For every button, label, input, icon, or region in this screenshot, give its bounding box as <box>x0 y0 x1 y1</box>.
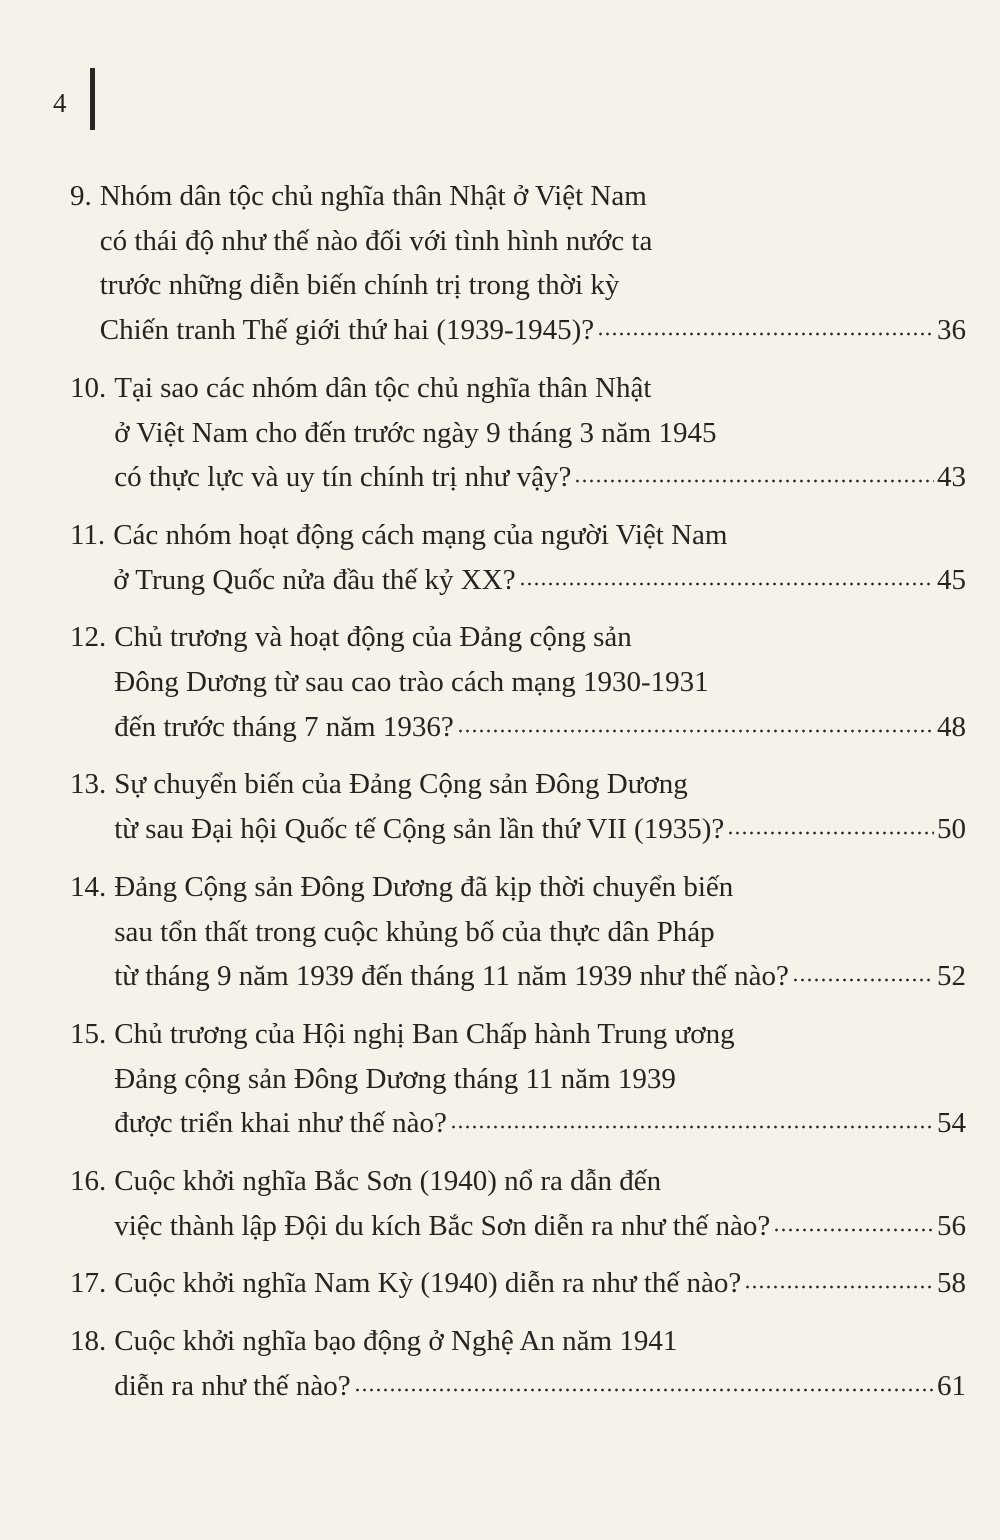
entry-body <box>114 762 966 851</box>
entry-last-line <box>114 1261 966 1306</box>
dot-leader <box>519 582 934 586</box>
entry-title-line: Cuộc khởi nghĩa Bắc Sơn (1940) nổ ra dẫn đến <box>114 1165 662 1198</box>
toc-entry <box>70 615 966 749</box>
page-number: 4 <box>53 88 67 118</box>
entry-page-number: 56 <box>937 1209 966 1242</box>
dot-leader <box>792 978 934 982</box>
dot-leader <box>574 479 934 483</box>
entry-page-number: 58 <box>937 1267 966 1300</box>
toc-entry <box>70 366 966 500</box>
entry-last-line <box>113 558 966 603</box>
entry-title-line: Cuộc khởi nghĩa bạo động ở Nghệ An năm 1941 <box>114 1325 678 1358</box>
entry-body <box>114 615 966 749</box>
toc-entry <box>70 762 966 851</box>
entry-title-line: từ tháng 9 năm 1939 đến tháng 11 năm 1939 như thế nào? <box>114 960 789 993</box>
entry-last-line <box>114 1364 966 1409</box>
entry-last-line <box>114 1101 966 1146</box>
toc-entry <box>70 1159 966 1248</box>
entry-body <box>114 1012 966 1146</box>
entry-body <box>114 1159 966 1248</box>
entry-title-line: từ sau Đại hội Quốc tế Cộng sản lần thứ VII (1935)? <box>114 813 725 846</box>
toc-entry <box>70 865 966 999</box>
entry-title-line: Tại sao các nhóm dân tộc chủ nghĩa thân Nhật <box>114 371 652 404</box>
entry-number: 13. <box>70 768 107 801</box>
entry-body <box>113 513 966 602</box>
entry-last-line <box>114 455 966 500</box>
entry-body <box>114 865 966 999</box>
entry-page-number: 43 <box>937 461 966 494</box>
dot-leader <box>597 332 934 336</box>
dot-leader <box>773 1228 934 1232</box>
entry-page-number: 54 <box>937 1107 966 1140</box>
toc-entry <box>70 513 966 602</box>
entry-page-number: 48 <box>937 710 966 743</box>
dot-leader <box>457 729 934 733</box>
entry-body <box>100 174 966 353</box>
entry-title-line: sau tổn thất trong cuộc khủng bố của thực dân Pháp <box>114 915 715 948</box>
toc-entry <box>70 174 966 353</box>
entry-title-line: Đảng Cộng sản Đông Dương đã kịp thời chuyển biến <box>114 870 734 903</box>
entry-number: 18. <box>70 1325 107 1358</box>
table-of-contents <box>70 174 966 1422</box>
entry-title-line: Đông Dương từ sau cao trào cách mạng 1930-1931 <box>114 666 709 699</box>
entry-body <box>114 1319 966 1408</box>
entry-title-line: diễn ra như thế nào? <box>114 1369 351 1402</box>
dot-leader <box>744 1285 934 1289</box>
entry-title-line: trước những diễn biến chính trị trong thời kỳ <box>99 269 620 302</box>
entry-title-line: Đảng cộng sản Đông Dương tháng 11 năm 1939 <box>114 1062 676 1095</box>
toc-entry <box>70 1319 966 1408</box>
entry-title-line: Nhóm dân tộc chủ nghĩa thân Nhật ở Việt Nam <box>99 180 647 212</box>
entry-number: 12. <box>70 621 107 654</box>
entry-title-line: việc thành lập Đội du kích Bắc Sơn diễn ra như thế nào? <box>114 1209 771 1242</box>
entry-page-number: 52 <box>937 960 966 993</box>
entry-title-line: Các nhóm hoạt động cách mạng của người Việt Nam <box>113 518 728 551</box>
entry-page-number: 50 <box>937 813 966 846</box>
toc-entry <box>70 1012 966 1146</box>
entry-body <box>114 366 966 500</box>
dot-leader <box>727 831 934 835</box>
entry-title-line: Cuộc khởi nghĩa Nam Kỳ (1940) diễn ra như thế nào? <box>114 1267 742 1300</box>
entry-title-line: Chủ trương của Hội nghị Ban Chấp hành Trung ương <box>114 1017 735 1050</box>
entry-title-line: ở Việt Nam cho đến trước ngày 9 tháng 3 năm 1945 <box>114 416 717 449</box>
entry-number: 15. <box>70 1017 107 1050</box>
entry-last-line <box>114 807 966 852</box>
dot-leader <box>354 1388 934 1392</box>
entry-title-line: có thái độ như thế nào đối với tình hình nước ta <box>99 224 653 257</box>
entry-body <box>114 1261 966 1306</box>
entry-number: 11. <box>70 518 106 551</box>
entry-number: 16. <box>70 1165 107 1198</box>
entry-last-line <box>100 308 966 353</box>
entry-title-line: có thực lực và uy tín chính trị như vậy? <box>114 461 572 494</box>
entry-title-line: đến trước tháng 7 năm 1936? <box>114 710 454 743</box>
entry-title-line: được triển khai như thế nào? <box>114 1107 447 1140</box>
entry-title-line: Chiến tranh Thế giới thứ hai (1939-1945)? <box>99 314 595 347</box>
entry-number: 14. <box>70 870 107 903</box>
toc-entry <box>70 1261 966 1306</box>
entry-title-line: Sự chuyển biến của Đảng Cộng sản Đông Dương <box>114 768 688 801</box>
entry-number: 10. <box>70 371 107 404</box>
entry-page-number: 36 <box>937 314 966 347</box>
dot-leader <box>450 1125 934 1129</box>
entry-page-number: 45 <box>937 563 966 596</box>
entry-last-line <box>114 954 966 999</box>
entry-title-line: ở Trung Quốc nửa đầu thế kỷ XX? <box>113 563 516 596</box>
entry-last-line <box>114 705 966 750</box>
entry-title-line: Chủ trương và hoạt động của Đảng cộng sản <box>114 621 632 654</box>
folio-divider <box>90 68 95 130</box>
entry-page-number: 61 <box>937 1369 966 1402</box>
entry-last-line <box>114 1204 966 1249</box>
entry-number: 17. <box>70 1267 107 1300</box>
entry-number: 9. <box>70 180 92 212</box>
